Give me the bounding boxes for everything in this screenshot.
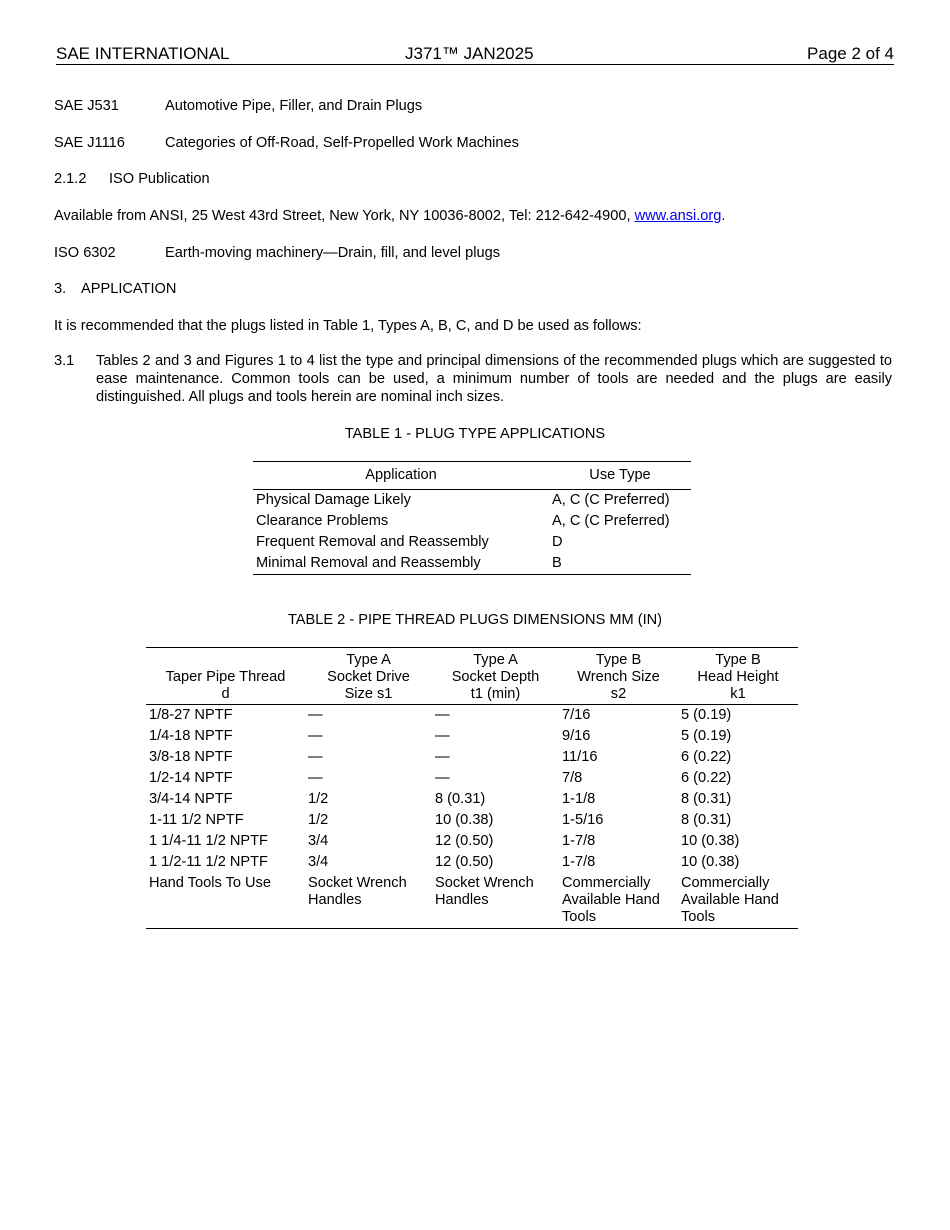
table-cell: 1-1/8 — [562, 791, 596, 807]
table-row — [146, 831, 798, 852]
reference-code: ISO 6302 — [54, 245, 116, 261]
cell-line: Socket Wrench — [435, 875, 534, 891]
paragraph-text: Tables 2 and 3 and Figures 1 to 4 list the type and principal dimensions of the recommended plugs which are suggested to ease maintenance. Common tools can be used, a minimum number of tools are needed and the plugs are easily distinguished. All plugs and tools herein are nominal inch sizes. — [96, 353, 892, 405]
table-cell: 3/8-18 NPTF — [149, 749, 233, 765]
column-header-application: Application — [253, 462, 549, 490]
table-cell: — — [308, 749, 323, 765]
table-cell: 10 (0.38) — [435, 812, 494, 828]
table-cell: — — [435, 749, 450, 765]
table-row — [146, 810, 798, 831]
section-title: APPLICATION — [81, 281, 177, 297]
header-line: Socket Drive — [327, 669, 410, 685]
table-cell: 12 (0.50) — [435, 833, 494, 849]
header-line: Type A — [473, 652, 518, 668]
table-cell — [305, 873, 432, 929]
table-cell: 6 (0.22) — [681, 770, 732, 786]
reference-sae-j1116 — [54, 134, 519, 152]
table-cell: 1 1/2-11 1/2 NPTF — [149, 854, 268, 870]
table-cell: 1-11 1/2 NPTF — [149, 812, 244, 828]
table-row — [253, 553, 691, 575]
table-row — [146, 705, 798, 727]
table-cell: 1/4-18 NPTF — [149, 728, 233, 744]
table-cell: 1/2 — [308, 791, 329, 807]
table-row — [253, 490, 691, 512]
reference-iso-6302 — [54, 244, 500, 262]
table-cell: 3/4-14 NPTF — [149, 791, 233, 807]
table-cell: — — [308, 770, 323, 786]
table-row — [146, 726, 798, 747]
table-cell: 11/16 — [562, 749, 598, 765]
table-cell: 3/4 — [308, 833, 329, 849]
table-cell: Frequent Removal and Reassembly — [256, 534, 489, 550]
table-cell: 10 (0.38) — [681, 854, 740, 870]
header-line: Socket Depth — [451, 669, 540, 685]
column-header-wrench-size — [559, 648, 678, 705]
table-cell: 5 (0.19) — [681, 728, 732, 744]
paragraph-3-1 — [54, 352, 892, 406]
reference-title: Earth-moving machinery—Drain, fill, and level plugs — [165, 245, 500, 261]
table-cell: A, C (C Preferred) — [552, 492, 670, 508]
table1-caption: TABLE 1 - PLUG TYPE APPLICATIONS — [344, 426, 606, 442]
column-header-socket-depth — [432, 648, 559, 705]
table-cell: 7/16 — [562, 707, 591, 723]
header-line: Type B — [595, 652, 642, 668]
table-cell: — — [435, 728, 450, 744]
cell-line: Hand Tools To Use — [149, 875, 271, 891]
section-heading-application — [54, 280, 176, 298]
table-cell: 1-5/16 — [562, 812, 604, 828]
table2-caption: TABLE 2 - PIPE THREAD PLUGS DIMENSIONS MM (IN) — [287, 612, 663, 628]
header-line: s2 — [610, 686, 627, 702]
table-cell: 5 (0.19) — [681, 707, 732, 723]
table-cell — [146, 873, 305, 929]
column-header-head-height — [678, 648, 798, 705]
ansi-link[interactable]: www.ansi.org — [634, 208, 722, 224]
header-line: t1 (min) — [470, 686, 521, 702]
table-cell: 8 (0.31) — [681, 812, 732, 828]
table-cell: 1 1/4-11 1/2 NPTF — [149, 833, 268, 849]
table-row — [253, 532, 691, 553]
table-row — [146, 852, 798, 873]
table-cell: D — [552, 534, 563, 550]
table-cell: 12 (0.50) — [435, 854, 494, 870]
reference-code: SAE J1116 — [54, 135, 125, 151]
table-cell: — — [435, 770, 450, 786]
table-cell: 6 (0.22) — [681, 749, 732, 765]
reference-title: Automotive Pipe, Filler, and Drain Plugs — [165, 98, 423, 114]
table-cell: — — [435, 707, 450, 723]
column-header-use-type: Use Type — [549, 462, 691, 490]
cell-line: Handles — [308, 892, 362, 908]
pipe-thread-plugs-table — [146, 647, 798, 929]
header-line: d — [221, 686, 230, 702]
table-cell: 1/8-27 NPTF — [149, 707, 233, 723]
table-row — [146, 789, 798, 810]
table-cell: 1-7/8 — [562, 854, 596, 870]
section-heading-iso — [54, 170, 210, 188]
column-header-socket-drive — [305, 648, 432, 705]
header-line: k1 — [730, 686, 746, 702]
cell-line: Tools — [681, 909, 716, 925]
header-org: SAE INTERNATIONAL — [56, 44, 230, 63]
intro-paragraph: It is recommended that the plugs listed in Table 1, Types A, B, C, and D be used as follows: — [54, 318, 642, 334]
section-number: 2.1.2 — [54, 171, 87, 187]
cell-line: Commercially — [562, 875, 651, 891]
cell-line: Socket Wrench — [308, 875, 407, 891]
table-cell — [559, 873, 678, 929]
table-header-row — [146, 648, 798, 705]
header-line: Head Height — [697, 669, 779, 685]
table-cell: Physical Damage Likely — [256, 492, 411, 508]
header-line: Size s1 — [344, 686, 393, 702]
table-cell: — — [308, 728, 323, 744]
table-cell: 1/2-14 NPTF — [149, 770, 233, 786]
table-row — [146, 768, 798, 789]
table-cell: 8 (0.31) — [681, 791, 732, 807]
section-title: ISO Publication — [109, 171, 210, 187]
table-cell: 1/2 — [308, 812, 329, 828]
table-cell: 3/4 — [308, 854, 329, 870]
table-cell: — — [308, 707, 323, 723]
page-header — [56, 44, 894, 65]
header-line: Wrench Size — [577, 669, 660, 685]
table-cell: Minimal Removal and Reassembly — [256, 555, 481, 571]
cell-line: Tools — [562, 909, 597, 925]
reference-title: Categories of Off-Road, Self-Propelled Work Machines — [165, 135, 519, 151]
header-line: Taper Pipe Thread — [165, 669, 286, 685]
header-doc-id: J371™ JAN2025 — [405, 44, 534, 63]
table-cell: 8 (0.31) — [435, 791, 486, 807]
plug-type-applications-table — [253, 461, 691, 575]
table-cell: Clearance Problems — [256, 513, 389, 529]
reference-sae-j531 — [54, 97, 422, 115]
table-row-hand-tools — [146, 873, 798, 929]
header-page-number: Page 2 of 4 — [807, 44, 894, 63]
table-cell: 7/8 — [562, 770, 583, 786]
table-cell: 9/16 — [562, 728, 591, 744]
ansi-availability — [54, 207, 725, 225]
header-line: Type B — [715, 652, 761, 668]
table-cell: 10 (0.38) — [681, 833, 740, 849]
table-cell: 1-7/8 — [562, 833, 596, 849]
table-cell — [678, 873, 798, 929]
ansi-period: . — [721, 208, 726, 224]
table-cell — [432, 873, 559, 929]
cell-line: Available Hand — [681, 892, 779, 908]
cell-line: Available Hand — [562, 892, 660, 908]
paragraph-number: 3.1 — [54, 353, 75, 369]
table-cell: B — [552, 555, 562, 571]
ansi-text: Available from ANSI, 25 West 43rd Street, New York, NY 10036-8002, Tel: 212-642-4900, — [54, 208, 635, 224]
column-header-taper-pipe-thread — [146, 648, 305, 705]
header-line: Type A — [346, 652, 391, 668]
cell-line: Handles — [435, 892, 489, 908]
table-row — [146, 747, 798, 768]
table-cell: A, C (C Preferred) — [552, 513, 670, 529]
cell-line: Commercially — [681, 875, 770, 891]
reference-code: SAE J531 — [54, 98, 119, 114]
table-row — [253, 511, 691, 532]
table-header-row — [253, 462, 691, 490]
section-number: 3. — [54, 281, 67, 297]
